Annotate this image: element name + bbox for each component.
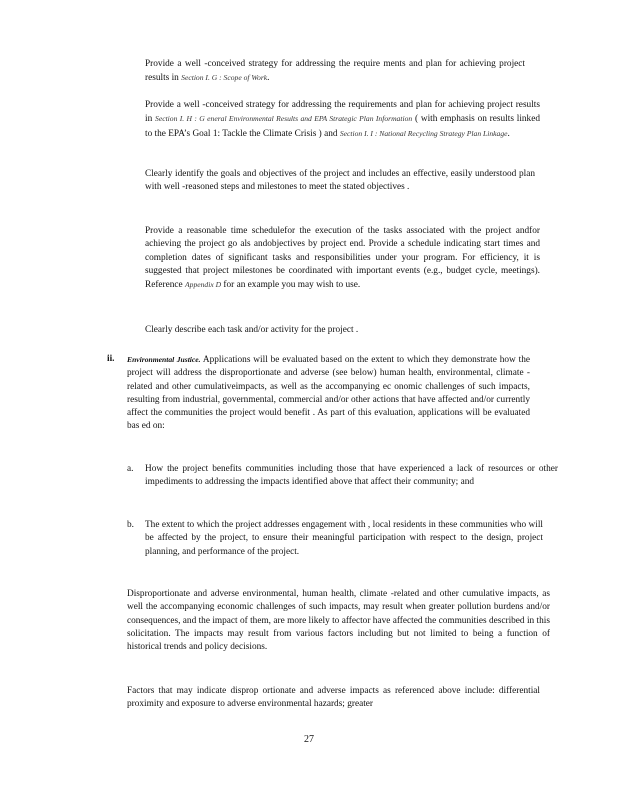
sub-item-benefits: How the project benefits communities including those that have experienced a lack of resources or other impediments to addressing the impacts identified above that affect their community; and bbox=[145, 464, 558, 488]
section-reference: Section I. H : G eneral Environmental Results and EPA Strategic Plan Information bbox=[155, 114, 413, 124]
bullet-item-schedule: Provide a reasonable time schedulefor the execution of the tasks associated with the project andfor achieving the project go als andobjectives by project end. Provide a schedule indicating start times and completion dates of significant tasks and responsibilities under your program. For efficiency, it is suggested that project milestones be coordinated with important events (e.g., budget cycle, meetings). Reference Appendix D for an example you may wish to use. bbox=[145, 226, 540, 291]
bullet-item-tasks: Clearly describe each task and/or activity for the project . bbox=[145, 325, 359, 335]
section-label: ii. bbox=[107, 354, 115, 364]
appendix-reference: Appendix D bbox=[185, 280, 222, 290]
disproportionate-impacts-paragraph: Disproportionate and adverse environmental, human health, climate -related and other cumulative impacts, as well the accompanying economic challenges of such impacts, may result when greater pollution burdens and/or consequences, and the impact of them, are more likely to affector have affected the communities described in this solicitation. The impacts may result from various factors including but not limited to being a function of historical trends and policy decisions. bbox=[127, 589, 550, 653]
section-reference: Section I. G : Scope of Work bbox=[181, 73, 268, 83]
factors-paragraph: Factors that may indicate disprop ortionate and adverse impacts as referenced above include: differential proximity and exposure to adverse environmental hazards; greater bbox=[127, 686, 540, 710]
bullet-item-goals: Clearly identify the goals and objectives of the project and includes an effective, easily understood plan with well -reasoned steps and milestones to meet the stated objectives . bbox=[145, 169, 535, 193]
sub-item-engagement: The extent to which the project addresses engagement with , local residents in these communities who will be affected by the project, to ensure their meaningful participation with respect to the design, project planning, and performance of the project. bbox=[145, 520, 543, 557]
section-heading: Environmental Justice. bbox=[127, 355, 201, 364]
sub-item-label: a. bbox=[127, 464, 134, 474]
section-reference: Section I. I : National Recycling Strategy Plan Linkage bbox=[339, 128, 508, 138]
environmental-justice-paragraph: Environmental Justice. Applications will be evaluated based on the extent to which they demonstrate how the project will address the disproportionate and adverse (see below) human health, environmental, climate -related and other cumulativeimpacts, as well as the accompanying ec onomic challenges of such impacts, resulting from industrial, governmental, commercial and/or other actions that have affected and/or currently affect the communities the project would benefit . As part of this evaluation, applications will be evaluated bas ed on: bbox=[127, 355, 530, 432]
bullet-item-strategy-epa: Provide a well -conceived strategy for addressing the requirements and plan for achieving project results in Section I. H : G eneral Environmental Results and EPA Strategic Plan Information ( with emphasis on results linked to the EPA’s Goal 1: Tackle the Climate Crisis ) and Section I. I : National Recycling Strategy Plan Linkage. bbox=[145, 100, 540, 139]
bullet-item-strategy: Provide a well -conceived strategy for addressing the require ments and plan for achieving project results in Section I. G : Scope of Work. bbox=[145, 59, 525, 84]
sub-item-label: b. bbox=[127, 520, 134, 530]
page-number: 27 bbox=[304, 734, 314, 745]
